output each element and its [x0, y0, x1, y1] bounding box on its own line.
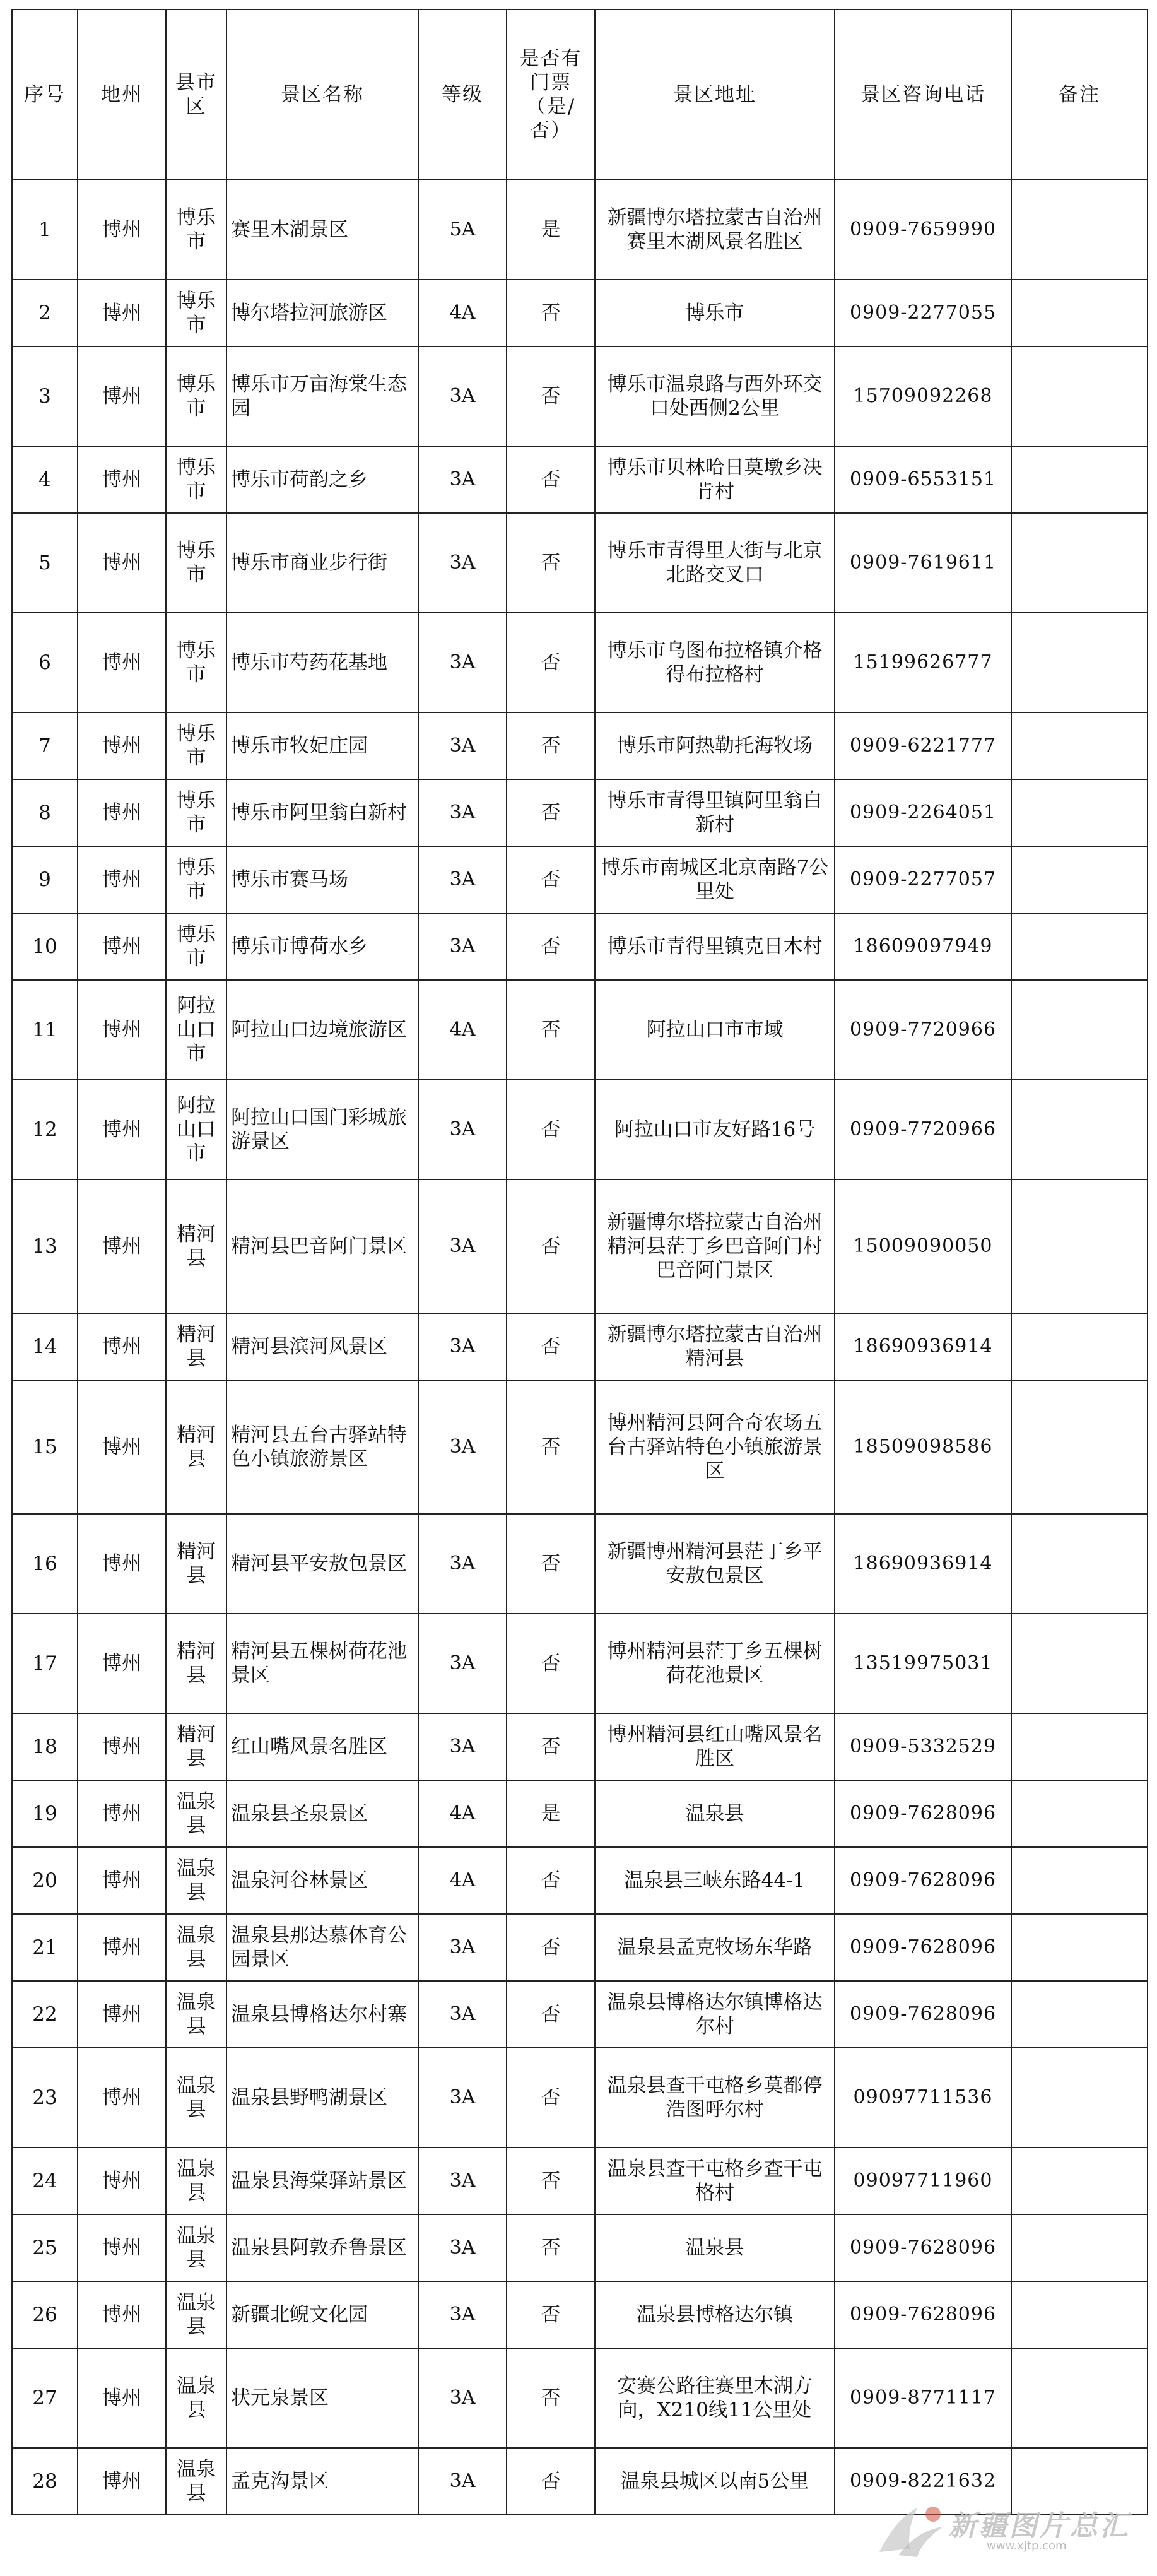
table-row [12, 1380, 1148, 1514]
cell-prefecture: 博州 [78, 1780, 166, 1847]
cell-county: 精河县 [166, 1514, 226, 1614]
cell-scenic-name: 红山嘴风景名胜区 [226, 1713, 418, 1780]
cell-remarks [1011, 2448, 1148, 2515]
cell-index: 7 [12, 712, 78, 779]
cell-index: 25 [12, 2214, 78, 2281]
cell-phone: 0909-7720966 [835, 1080, 1011, 1179]
cell-phone: 0909-7619611 [835, 513, 1011, 613]
cell-prefecture: 博州 [78, 2214, 166, 2281]
cell-ticket: 否 [507, 1514, 595, 1614]
cell-remarks [1011, 2048, 1148, 2148]
cell-county: 温泉县 [166, 2281, 226, 2348]
cell-index: 5 [12, 513, 78, 613]
cell-phone: 18690936914 [835, 1313, 1011, 1380]
cell-remarks [1011, 1380, 1148, 1514]
cell-remarks [1011, 2148, 1148, 2214]
cell-level: 3A [418, 346, 507, 446]
cell-address: 博乐市乌图布拉格镇介格得布拉格村 [595, 613, 835, 712]
cell-county: 精河县 [166, 1313, 226, 1380]
cell-remarks [1011, 2281, 1148, 2348]
cell-phone: 15709092268 [835, 346, 1011, 446]
header-prefecture: 地州 [78, 9, 166, 180]
table-row [12, 513, 1148, 613]
cell-scenic-name: 博尔塔拉河旅游区 [226, 280, 418, 346]
cell-ticket: 否 [507, 1313, 595, 1380]
table-row [12, 1847, 1148, 1914]
table-row [12, 2048, 1148, 2148]
cell-prefecture: 博州 [78, 2148, 166, 2214]
cell-index: 13 [12, 1179, 78, 1313]
cell-address: 温泉县 [595, 2214, 835, 2281]
cell-level: 3A [418, 2281, 507, 2348]
table-row [12, 913, 1148, 980]
cell-prefecture: 博州 [78, 712, 166, 779]
cell-scenic-name: 博乐市博荷水乡 [226, 913, 418, 980]
cell-scenic-name: 温泉县阿敦乔鲁景区 [226, 2214, 418, 2281]
scenic-area-table-container [11, 9, 1148, 2515]
cell-index: 10 [12, 913, 78, 980]
cell-prefecture: 博州 [78, 1914, 166, 1981]
cell-county: 博乐市 [166, 913, 226, 980]
cell-scenic-name: 博乐市商业步行街 [226, 513, 418, 613]
table-row [12, 1179, 1148, 1313]
cell-ticket: 否 [507, 613, 595, 712]
cell-level: 5A [418, 180, 507, 280]
cell-scenic-name: 博乐市芍药花基地 [226, 613, 418, 712]
cell-phone: 0909-7628096 [835, 1981, 1011, 2048]
cell-scenic-name: 温泉县那达慕体育公园景区 [226, 1914, 418, 1981]
cell-level: 3A [418, 913, 507, 980]
cell-phone: 15199626777 [835, 613, 1011, 712]
cell-remarks [1011, 913, 1148, 980]
cell-county: 博乐市 [166, 846, 226, 913]
cell-prefecture: 博州 [78, 980, 166, 1080]
cell-address: 温泉县孟克牧场东华路 [595, 1914, 835, 1981]
cell-index: 14 [12, 1313, 78, 1380]
cell-phone: 0909-8221632 [835, 2448, 1011, 2515]
cell-phone: 09097711960 [835, 2148, 1011, 2214]
cell-county: 温泉县 [166, 1914, 226, 1981]
cell-address: 温泉县博格达尔镇 [595, 2281, 835, 2348]
cell-address: 博乐市青得里镇克日木村 [595, 913, 835, 980]
cell-address: 阿拉山口市市域 [595, 980, 835, 1080]
cell-remarks [1011, 846, 1148, 913]
table-row [12, 180, 1148, 280]
cell-county: 博乐市 [166, 280, 226, 346]
header-phone: 景区咨询电话 [835, 9, 1011, 180]
cell-address: 新疆博尔塔拉蒙古自治州赛里木湖风景名胜区 [595, 180, 835, 280]
scenic-area-table [11, 9, 1148, 2515]
cell-phone: 13519975031 [835, 1614, 1011, 1713]
cell-ticket: 否 [507, 280, 595, 346]
table-row [12, 2448, 1148, 2515]
table-row [12, 2348, 1148, 2448]
cell-county: 精河县 [166, 1179, 226, 1313]
cell-address: 博乐市温泉路与西外环交口处西侧2公里 [595, 346, 835, 446]
cell-prefecture: 博州 [78, 446, 166, 513]
cell-level: 3A [418, 2148, 507, 2214]
cell-address: 温泉县 [595, 1780, 835, 1847]
cell-level: 4A [418, 980, 507, 1080]
header-ticket: 是否有门票（是/否） [507, 9, 595, 180]
cell-ticket: 否 [507, 846, 595, 913]
cell-level: 3A [418, 1080, 507, 1179]
cell-remarks [1011, 980, 1148, 1080]
cell-remarks [1011, 180, 1148, 280]
cell-index: 26 [12, 2281, 78, 2348]
table-row [12, 2148, 1148, 2214]
cell-remarks [1011, 1713, 1148, 1780]
cell-remarks [1011, 1080, 1148, 1179]
table-row [12, 446, 1148, 513]
cell-index: 21 [12, 1914, 78, 1981]
cell-level: 3A [418, 712, 507, 779]
cell-level: 3A [418, 2048, 507, 2148]
cell-phone: 0909-7628096 [835, 2281, 1011, 2348]
table-row [12, 1080, 1148, 1179]
cell-address: 博州精河县阿合奇农场五台古驿站特色小镇旅游景区 [595, 1380, 835, 1514]
cell-county: 博乐市 [166, 712, 226, 779]
cell-phone: 09097711536 [835, 2048, 1011, 2148]
header-scenic-name: 景区名称 [226, 9, 418, 180]
cell-phone: 18509098586 [835, 1380, 1011, 1514]
table-row [12, 2214, 1148, 2281]
cell-county: 博乐市 [166, 346, 226, 446]
cell-index: 20 [12, 1847, 78, 1914]
cell-scenic-name: 博乐市阿里翁白新村 [226, 779, 418, 846]
cell-scenic-name: 精河县五棵树荷花池景区 [226, 1614, 418, 1713]
cell-level: 3A [418, 2448, 507, 2515]
cell-address: 温泉县查干屯格乡查干屯格村 [595, 2148, 835, 2214]
cell-scenic-name: 赛里木湖景区 [226, 180, 418, 280]
cell-county: 精河县 [166, 1614, 226, 1713]
cell-ticket: 否 [507, 712, 595, 779]
cell-ticket: 否 [507, 1179, 595, 1313]
cell-address: 温泉县博格达尔镇博格达尔村 [595, 1981, 835, 2048]
cell-index: 22 [12, 1981, 78, 2048]
cell-ticket: 否 [507, 1713, 595, 1780]
header-level: 等级 [418, 9, 507, 180]
cell-phone: 0909-7628096 [835, 1847, 1011, 1914]
cell-level: 3A [418, 2348, 507, 2448]
cell-level: 3A [418, 2214, 507, 2281]
cell-phone: 18690936914 [835, 1514, 1011, 1614]
cell-address: 博乐市南城区北京南路7公里处 [595, 846, 835, 913]
cell-county: 温泉县 [166, 2448, 226, 2515]
cell-county: 温泉县 [166, 2048, 226, 2148]
cell-phone: 0909-6221777 [835, 712, 1011, 779]
cell-remarks [1011, 280, 1148, 346]
header-county: 县市区 [166, 9, 226, 180]
cell-address: 博乐市青得里镇阿里翁白新村 [595, 779, 835, 846]
cell-scenic-name: 孟克沟景区 [226, 2448, 418, 2515]
cell-prefecture: 博州 [78, 1514, 166, 1614]
table-row [12, 846, 1148, 913]
cell-remarks [1011, 2348, 1148, 2448]
cell-remarks [1011, 1847, 1148, 1914]
cell-scenic-name: 精河县巴音阿门景区 [226, 1179, 418, 1313]
cell-remarks [1011, 1914, 1148, 1981]
table-header-row [12, 9, 1148, 180]
cell-scenic-name: 新疆北鲵文化园 [226, 2281, 418, 2348]
cell-remarks [1011, 346, 1148, 446]
cell-index: 2 [12, 280, 78, 346]
cell-ticket: 否 [507, 346, 595, 446]
cell-county: 博乐市 [166, 613, 226, 712]
table-row [12, 712, 1148, 779]
cell-ticket: 否 [507, 913, 595, 980]
cell-prefecture: 博州 [78, 513, 166, 613]
cell-county: 阿拉山口市 [166, 1080, 226, 1179]
cell-prefecture: 博州 [78, 1313, 166, 1380]
cell-prefecture: 博州 [78, 280, 166, 346]
cell-prefecture: 博州 [78, 913, 166, 980]
cell-prefecture: 博州 [78, 1080, 166, 1179]
cell-level: 3A [418, 1914, 507, 1981]
watermark-url: www.xjtp.com [987, 2539, 1067, 2553]
cell-level: 4A [418, 1847, 507, 1914]
cell-ticket: 否 [507, 1914, 595, 1981]
cell-remarks [1011, 613, 1148, 712]
cell-ticket: 否 [507, 1380, 595, 1514]
cell-remarks [1011, 712, 1148, 779]
cell-address: 新疆博尔塔拉蒙古自治州精河县茫丁乡巴音阿门村巴音阿门景区 [595, 1179, 835, 1313]
cell-county: 温泉县 [166, 1780, 226, 1847]
cell-ticket: 否 [507, 2214, 595, 2281]
cell-index: 23 [12, 2048, 78, 2148]
cell-prefecture: 博州 [78, 346, 166, 446]
cell-ticket: 否 [507, 1080, 595, 1179]
cell-ticket: 否 [507, 779, 595, 846]
cell-index: 15 [12, 1380, 78, 1514]
cell-scenic-name: 温泉县博格达尔村寨 [226, 1981, 418, 2048]
cell-county: 阿拉山口市 [166, 980, 226, 1080]
watermark-text: 新疆图片总汇 [949, 2510, 1131, 2542]
cell-level: 3A [418, 846, 507, 913]
cell-county: 温泉县 [166, 1981, 226, 2048]
cell-ticket: 是 [507, 180, 595, 280]
cell-index: 12 [12, 1080, 78, 1179]
cell-level: 4A [418, 1780, 507, 1847]
cell-county: 博乐市 [166, 180, 226, 280]
cell-phone: 0909-2264051 [835, 779, 1011, 846]
cell-prefecture: 博州 [78, 2348, 166, 2448]
cell-scenic-name: 阿拉山口边境旅游区 [226, 980, 418, 1080]
cell-scenic-name: 博乐市牧妃庄园 [226, 712, 418, 779]
header-remarks: 备注 [1011, 9, 1148, 180]
cell-index: 3 [12, 346, 78, 446]
cell-level: 3A [418, 513, 507, 613]
cell-phone: 0909-8771117 [835, 2348, 1011, 2448]
cell-level: 3A [418, 1179, 507, 1313]
cell-level: 3A [418, 1713, 507, 1780]
cell-phone: 18609097949 [835, 913, 1011, 980]
cell-index: 1 [12, 180, 78, 280]
cell-scenic-name: 温泉县野鸭湖景区 [226, 2048, 418, 2148]
cell-level: 3A [418, 1380, 507, 1514]
cell-remarks [1011, 1981, 1148, 2048]
cell-address: 博乐市贝林哈日莫墩乡决肯村 [595, 446, 835, 513]
cell-remarks [1011, 1179, 1148, 1313]
cell-ticket: 否 [507, 2048, 595, 2148]
cell-index: 27 [12, 2348, 78, 2448]
cell-phone: 0909-7628096 [835, 2214, 1011, 2281]
cell-index: 17 [12, 1614, 78, 1713]
cell-county: 温泉县 [166, 2348, 226, 2448]
cell-ticket: 否 [507, 2148, 595, 2214]
cell-level: 3A [418, 1614, 507, 1713]
cell-level: 3A [418, 446, 507, 513]
cell-scenic-name: 精河县滨河风景区 [226, 1313, 418, 1380]
cell-index: 9 [12, 846, 78, 913]
cell-ticket: 否 [507, 513, 595, 613]
cell-ticket: 是 [507, 1780, 595, 1847]
cell-remarks [1011, 1780, 1148, 1847]
cell-scenic-name: 博乐市万亩海棠生态园 [226, 346, 418, 446]
cell-county: 温泉县 [166, 1847, 226, 1914]
header-index: 序号 [12, 9, 78, 180]
table-row [12, 280, 1148, 346]
cell-prefecture: 博州 [78, 1847, 166, 1914]
cell-scenic-name: 温泉县圣泉景区 [226, 1780, 418, 1847]
cell-index: 4 [12, 446, 78, 513]
cell-level: 3A [418, 1981, 507, 2048]
table-row [12, 1780, 1148, 1847]
table-body [12, 180, 1148, 2515]
table-row [12, 2281, 1148, 2348]
cell-remarks [1011, 446, 1148, 513]
header-address: 景区地址 [595, 9, 835, 180]
cell-prefecture: 博州 [78, 1179, 166, 1313]
cell-ticket: 否 [507, 2448, 595, 2515]
cell-ticket: 否 [507, 1981, 595, 2048]
cell-address: 博乐市阿热勒托海牧场 [595, 712, 835, 779]
cell-county: 博乐市 [166, 513, 226, 613]
cell-scenic-name: 精河县五台古驿站特色小镇旅游景区 [226, 1380, 418, 1514]
cell-index: 6 [12, 613, 78, 712]
cell-prefecture: 博州 [78, 613, 166, 712]
cell-remarks [1011, 513, 1148, 613]
cell-prefecture: 博州 [78, 180, 166, 280]
cell-address: 博州精河县红山嘴风景名胜区 [595, 1713, 835, 1780]
cell-county: 温泉县 [166, 2214, 226, 2281]
cell-index: 28 [12, 2448, 78, 2515]
cell-county: 精河县 [166, 1713, 226, 1780]
cell-level: 3A [418, 779, 507, 846]
table-row [12, 980, 1148, 1080]
cell-level: 4A [418, 280, 507, 346]
cell-index: 18 [12, 1713, 78, 1780]
cell-address: 温泉县城区以南5公里 [595, 2448, 835, 2515]
table-row [12, 1614, 1148, 1713]
cell-phone: 0909-2277055 [835, 280, 1011, 346]
cell-level: 3A [418, 613, 507, 712]
cell-remarks [1011, 1514, 1148, 1614]
cell-county: 温泉县 [166, 2148, 226, 2214]
cell-prefecture: 博州 [78, 846, 166, 913]
table-row [12, 1981, 1148, 2048]
cell-ticket: 否 [507, 1847, 595, 1914]
cell-scenic-name: 博乐市荷韵之乡 [226, 446, 418, 513]
cell-scenic-name: 阿拉山口国门彩城旅游景区 [226, 1080, 418, 1179]
cell-phone: 0909-7628096 [835, 1914, 1011, 1981]
table-row [12, 779, 1148, 846]
cell-ticket: 否 [507, 1614, 595, 1713]
cell-address: 阿拉山口市友好路16号 [595, 1080, 835, 1179]
cell-remarks [1011, 2214, 1148, 2281]
cell-ticket: 否 [507, 2348, 595, 2448]
cell-ticket: 否 [507, 2281, 595, 2348]
table-row [12, 1514, 1148, 1614]
cell-address: 博乐市青得里大街与北京北路交叉口 [595, 513, 835, 613]
cell-phone: 15009090050 [835, 1179, 1011, 1313]
table-row [12, 1914, 1148, 1981]
cell-index: 11 [12, 980, 78, 1080]
table-row [12, 346, 1148, 446]
cell-phone: 0909-6553151 [835, 446, 1011, 513]
cell-scenic-name: 博乐市赛马场 [226, 846, 418, 913]
cell-scenic-name: 状元泉景区 [226, 2348, 418, 2448]
cell-address: 新疆博州精河县茫丁乡平安敖包景区 [595, 1514, 835, 1614]
cell-index: 16 [12, 1514, 78, 1614]
cell-level: 3A [418, 1514, 507, 1614]
cell-county: 博乐市 [166, 779, 226, 846]
cell-ticket: 否 [507, 446, 595, 513]
cell-phone: 0909-5332529 [835, 1713, 1011, 1780]
cell-phone: 0909-7659990 [835, 180, 1011, 280]
cell-address: 博州精河县茫丁乡五棵树荷花池景区 [595, 1614, 835, 1713]
cell-phone: 0909-7720966 [835, 980, 1011, 1080]
cell-remarks [1011, 1614, 1148, 1713]
cell-remarks [1011, 1313, 1148, 1380]
cell-prefecture: 博州 [78, 2048, 166, 2148]
cell-index: 24 [12, 2148, 78, 2214]
cell-address: 安赛公路往赛里木湖方向，X210线11公里处 [595, 2348, 835, 2448]
cell-phone: 0909-7628096 [835, 1780, 1011, 1847]
cell-ticket: 否 [507, 980, 595, 1080]
table-row [12, 1713, 1148, 1780]
cell-county: 精河县 [166, 1380, 226, 1514]
cell-prefecture: 博州 [78, 2448, 166, 2515]
cell-index: 19 [12, 1780, 78, 1847]
cell-level: 3A [418, 1313, 507, 1380]
cell-prefecture: 博州 [78, 779, 166, 846]
cell-address: 温泉县查干屯格乡莫都停浩图呼尔村 [595, 2048, 835, 2148]
cell-scenic-name: 温泉县海棠驿站景区 [226, 2148, 418, 2214]
cell-scenic-name: 精河县平安敖包景区 [226, 1514, 418, 1614]
cell-address: 博乐市 [595, 280, 835, 346]
cell-prefecture: 博州 [78, 2281, 166, 2348]
cell-prefecture: 博州 [78, 1614, 166, 1713]
cell-prefecture: 博州 [78, 1981, 166, 2048]
cell-address: 温泉县三峡东路44-1 [595, 1847, 835, 1914]
cell-prefecture: 博州 [78, 1380, 166, 1514]
cell-index: 8 [12, 779, 78, 846]
cell-remarks [1011, 779, 1148, 846]
table-row [12, 613, 1148, 712]
cell-county: 博乐市 [166, 446, 226, 513]
cell-scenic-name: 温泉河谷林景区 [226, 1847, 418, 1914]
cell-prefecture: 博州 [78, 1713, 166, 1780]
cell-phone: 0909-2277057 [835, 846, 1011, 913]
cell-address: 新疆博尔塔拉蒙古自治州精河县 [595, 1313, 835, 1380]
table-row [12, 1313, 1148, 1380]
